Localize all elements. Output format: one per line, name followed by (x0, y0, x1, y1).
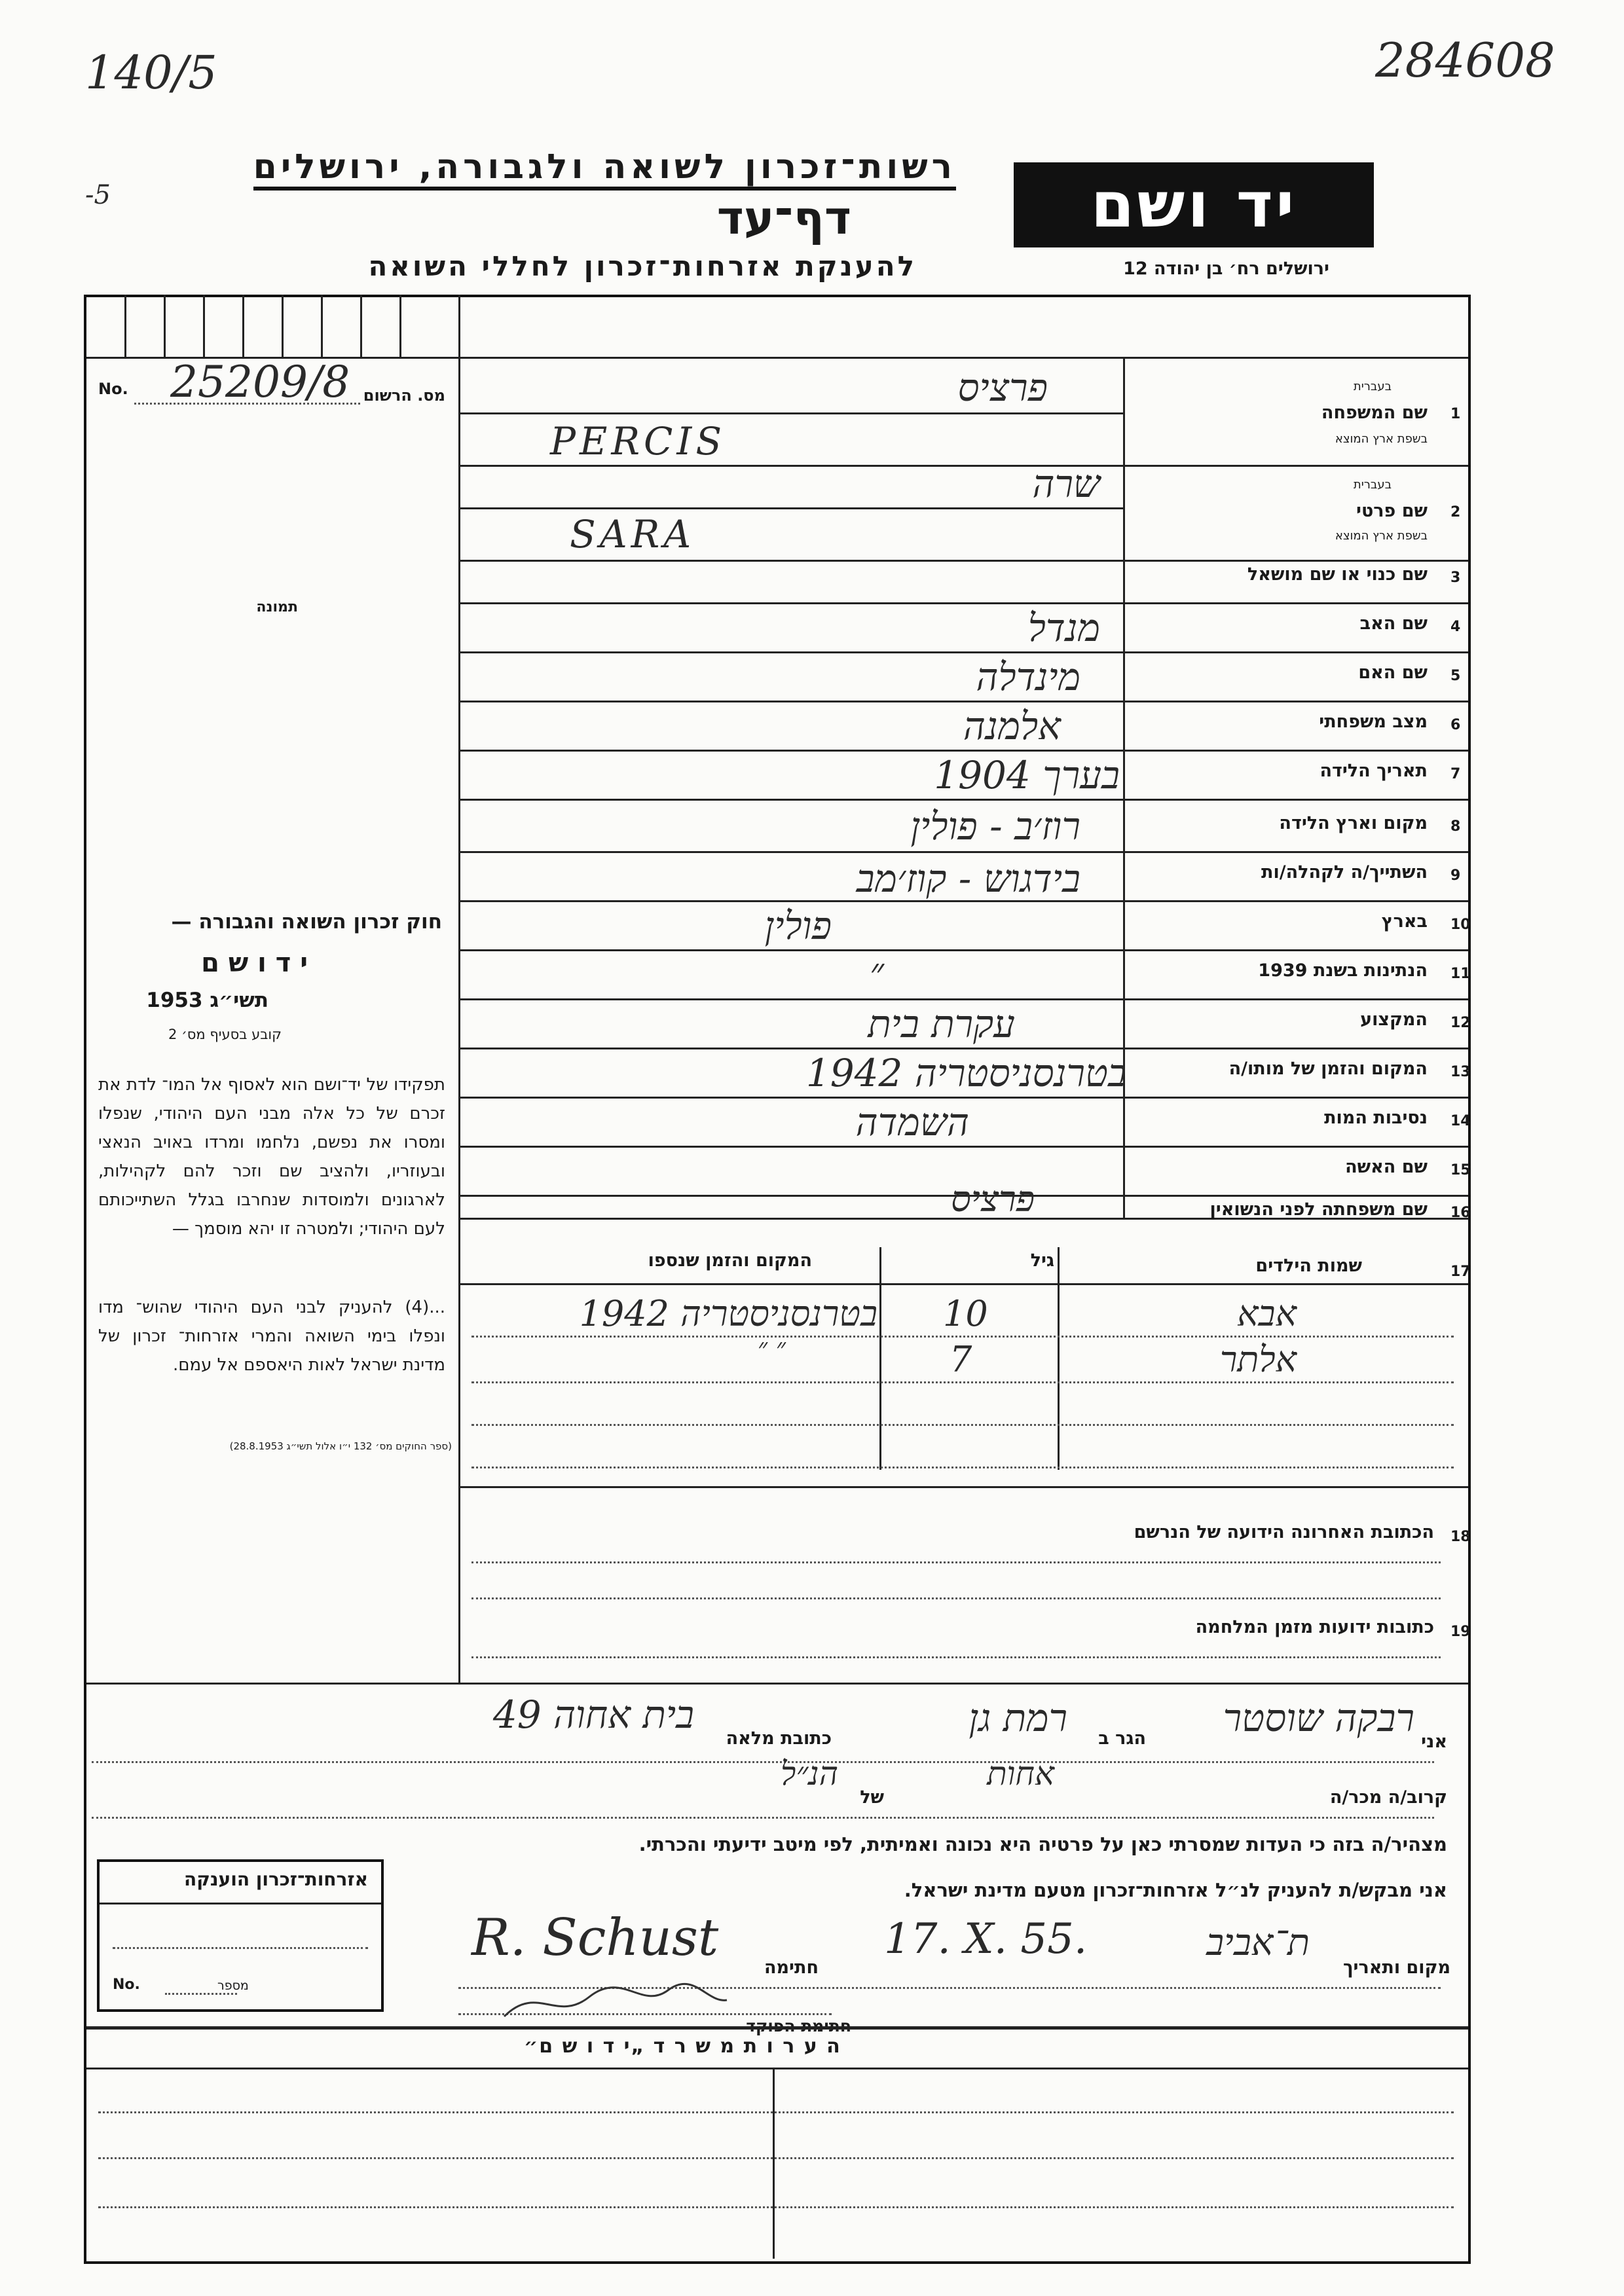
grid-cell-line (399, 295, 401, 357)
notes-line (98, 2206, 1454, 2208)
stamp-dotted-line (113, 1947, 368, 1949)
row-line (458, 465, 1123, 467)
field-2-value-he: שרה (1032, 462, 1100, 506)
field-2-number: 2 (1450, 504, 1461, 520)
children-col-line (1058, 1247, 1060, 1470)
decl-of-name: הנ״ל (781, 1755, 838, 1793)
field-15-number: 15 (1450, 1162, 1471, 1178)
logo-text: יד ושם (1090, 168, 1297, 242)
address-line (471, 1656, 1441, 1658)
field-12-label: המקצוע (1360, 1010, 1428, 1030)
children-head-line (458, 1283, 1468, 1285)
children-col-line (879, 1247, 881, 1470)
law-title: חוק זכרון השואה והגבורה — (171, 910, 442, 934)
children-row-line (471, 1424, 1454, 1426)
child-2-name: אלתר (1219, 1339, 1297, 1380)
corner-right-number: 284608 (1375, 33, 1555, 88)
field-3-number: 3 (1450, 570, 1461, 586)
grid-cell-line (242, 295, 244, 357)
row-line (458, 1146, 1468, 1148)
decl-city: רמת גן (969, 1696, 1067, 1740)
children-row-line (471, 1467, 1454, 1468)
corner-left-mark: -5 (85, 180, 111, 210)
field-8-label: מקום וארץ הלידה (1279, 813, 1428, 833)
reg-no-line (134, 403, 360, 405)
office-notes-title: ה ע ר ו ת מ ש ר ד „י ד ו ש ם״ (524, 2035, 841, 2058)
field-11-label: הנתינות בשנת 1939 (1258, 960, 1428, 981)
field-1-sub-orig: בשפת ארץ המוצא (1335, 432, 1428, 446)
grid-cell-line (124, 295, 126, 357)
decl-request: אני מבקש/ת להעניק לנ״ל אזרחות־זכרון מטעם מדינת ישראל. (904, 1879, 1447, 1901)
row-line (458, 651, 1468, 653)
left-column-divider (458, 295, 460, 1683)
field-1-sub-he: בעברית (1353, 380, 1392, 393)
child-1-name: אבא (1237, 1293, 1297, 1334)
field-9-value: בידגוש - קוז׳מב (856, 856, 1080, 901)
decl-ani: אני (1421, 1732, 1447, 1752)
decl-of-label: של (860, 1787, 884, 1808)
field-16-number: 16 (1450, 1205, 1471, 1221)
grid-cell-line (282, 295, 284, 357)
field-4-label: שם האב (1359, 613, 1428, 634)
law-year: תשי״ג 1953 (146, 989, 268, 1012)
address-19-number: 19 (1450, 1624, 1471, 1640)
decl-full-address-label: כתובת מלאה (726, 1728, 832, 1749)
decl-date: 17. X. 55. (884, 1915, 1088, 1963)
child-1-age: 10 (943, 1293, 988, 1334)
decl-name: רבקה שוסטר (1223, 1696, 1414, 1740)
decl-place: ת־אביב (1206, 1922, 1310, 1964)
law-source: (ספר החוקים מס׳ 132 י״ו אלול תשי״ג 28.8.1953) (229, 1440, 452, 1452)
decl-signature: R. Schust (471, 1908, 719, 1967)
field-10-number: 10 (1450, 917, 1471, 933)
field-7-value: בערך 1904 (934, 753, 1120, 797)
field-12-number: 12 (1450, 1015, 1471, 1031)
row-line (458, 701, 1468, 702)
field-8-number: 8 (1450, 818, 1461, 835)
row-line (458, 1048, 1468, 1049)
field-5-number: 5 (1450, 668, 1461, 684)
field-2-sub-he: בעברית (1353, 478, 1392, 492)
field-3-label: שם כנוי או שם מושאל (1247, 564, 1428, 585)
field-5-value: מינדלה (976, 655, 1080, 699)
decl-statement: מצהיר/ה בזה כי העדות שמסרתי כאן על פרטיה היא נכונה ואמיתית, לפי מיטב ידיעתי והכרתי. (638, 1833, 1447, 1855)
row-line (458, 1097, 1468, 1099)
row-line (458, 949, 1468, 951)
authority-title: רשות־זכרון לשואה ולגבורה, ירושלים (253, 147, 956, 191)
notes-line (98, 2111, 1454, 2113)
reg-no-label: מס. הרשום (363, 386, 445, 405)
field-1-number: 1 (1450, 406, 1461, 422)
field-2-value-orig: SARA (570, 512, 695, 556)
field-16-value: פרציס (951, 1178, 1035, 1220)
stamp-number-line (165, 1993, 237, 1995)
field-4-number: 4 (1450, 619, 1461, 635)
stamp-title-line (100, 1903, 381, 1904)
child-2-place: ״ ״ (757, 1333, 786, 1363)
row-line (458, 799, 1468, 801)
field-1-value-he: פרציס (957, 365, 1048, 410)
children-number: 17 (1450, 1264, 1471, 1280)
official-signature-scribble (498, 1971, 733, 2030)
decl-resides-label: הגר ב (1098, 1728, 1146, 1749)
stamp-no: No. (113, 1977, 140, 1993)
decl-signature-label: חתימה (764, 1958, 819, 1978)
address-19-label: כתובות ידועות מזמן המלחמה (1195, 1617, 1434, 1637)
field-13-number: 13 (1450, 1064, 1471, 1080)
field-6-label: מצב משפחתי (1319, 712, 1428, 732)
field-14-value: השמדה (855, 1100, 969, 1144)
children-col-names: שמות הילדים (1255, 1256, 1362, 1276)
child-2-age: 7 (950, 1339, 972, 1380)
field-7-number: 7 (1450, 766, 1461, 782)
stamp-box-title: אזרחות־זכרון הוענקה (184, 1868, 368, 1890)
citizenship-stamp-box (97, 1859, 384, 2012)
address-18-number: 18 (1450, 1529, 1471, 1545)
law-name: י ד ו ש ם (201, 948, 308, 978)
field-12-value: עקרת בית (868, 1002, 1015, 1046)
notes-head-line (86, 2068, 1468, 2069)
field-14-label: נסיבות המות (1324, 1108, 1428, 1128)
field-6-number: 6 (1450, 717, 1461, 733)
decl-relative-label: קרוב/ה מכר/ה (1329, 1787, 1447, 1808)
row-line (458, 602, 1468, 604)
children-col-place: המקום והזמן שנספו (648, 1250, 812, 1271)
yad-vashem-logo (1014, 162, 1374, 247)
children-row-line (471, 1381, 1454, 1383)
declaration-top-line (86, 1683, 1468, 1685)
decl-line (92, 1817, 1434, 1819)
field-9-number: 9 (1450, 867, 1461, 884)
grid-cell-line (164, 295, 166, 357)
row-line (458, 851, 1468, 853)
row-line (458, 507, 1123, 509)
reg-no-value: 25209/8 (170, 357, 350, 407)
field-8-value: רוז׳ב - פולין (910, 804, 1080, 848)
decl-relation: אחות (987, 1755, 1054, 1793)
address-line: ירושלים רח׳ בן יהודה 12 (1123, 259, 1329, 279)
law-text-1: תפקידו של יד־ושם הוא לאסוף אל המו־ לדת את זכרם של כל אלה מבני העם היהודי, שנפלו ומסרו את נפשם, נלחמו ומרדו באויב הנאצי ובעוזריו, ולהציב שם וזכר להם לקהילות, לארגונים ולמוסדות שנחרבו בגלל השתייכותם לעם היהודי; ולמטרה זו יהא מוסמך — (98, 1075, 445, 1239)
field-2-label: שם פרטי (1356, 501, 1428, 521)
row-line (458, 998, 1468, 1000)
stamp-number-label: מספר (217, 1978, 249, 1993)
law-text-2: ...(4) להעניק לבני העם היהודי שהוש־ מדו ונפלו בימי השואה והמרי אזרחות־ זכרון של מדינת ישראל לאות היאספם אל עמם. (98, 1298, 445, 1375)
field-1-value-orig: PERCIS (550, 419, 726, 464)
field-1-label: שם המשפחה (1321, 403, 1428, 423)
decl-place-date-label: מקום ותאריך (1342, 1958, 1450, 1978)
field-2-sub-orig: בשפת ארץ המוצא (1335, 529, 1428, 543)
field-4-value: מנדל (1027, 606, 1100, 650)
address-line (471, 1561, 1441, 1563)
field-15-label: שם האשה (1345, 1157, 1428, 1177)
field-7-label: תאריך הלידה (1320, 761, 1428, 781)
decl-line (92, 1761, 1434, 1763)
address-line (471, 1597, 1441, 1599)
field-6-value: אלמנה (963, 704, 1061, 748)
row-line (458, 750, 1468, 752)
row-line (458, 412, 1123, 414)
child-1-place: בטרנסניסטריה 1942 (579, 1293, 877, 1334)
children-col-age: גיל (1030, 1250, 1054, 1271)
decl-full-address: בית אחוה 49 (492, 1692, 694, 1737)
grid-cell-line (360, 295, 362, 357)
field-14-number: 14 (1450, 1113, 1471, 1129)
field-16-label: שם משפחתה לפני הנשואין (1209, 1199, 1428, 1220)
grid-cell-line (321, 295, 323, 357)
notes-line (98, 2157, 1454, 2159)
row-line (1123, 465, 1468, 467)
field-13-value: בטרנסניסטריה 1942 (805, 1051, 1126, 1095)
field-9-label: השתייך/ה לקהלה/ות (1261, 862, 1428, 883)
photo-label: תמונה (256, 599, 298, 615)
notes-top-line (86, 2026, 1468, 2030)
law-clause: קובע בסעיף מס׳ 2 (168, 1027, 282, 1042)
children-row-line (471, 1336, 1454, 1338)
notes-divider (773, 2068, 775, 2259)
form-subtitle: להענקת אזרחות־זכרון לחללי השואה (368, 250, 917, 282)
corner-left-number: 140/5 (85, 46, 217, 100)
field-10-label: בארץ (1381, 911, 1428, 932)
row-line (458, 560, 1468, 562)
field-11-value: ״ (869, 949, 884, 994)
form-title: דף־עד (716, 191, 851, 245)
address-top-line (458, 1486, 1468, 1488)
field-11-number: 11 (1450, 966, 1471, 982)
address-18-label: הכתובת האחרונה הידועה של הנרשם (1134, 1522, 1434, 1542)
field-13-label: המקום והזמן של מותו/ה (1228, 1059, 1428, 1079)
grid-cell-line (203, 295, 205, 357)
field-5-label: שם האם (1358, 663, 1428, 683)
field-10-value: פולין (764, 903, 832, 948)
reg-no-prefix: No. (98, 380, 128, 398)
